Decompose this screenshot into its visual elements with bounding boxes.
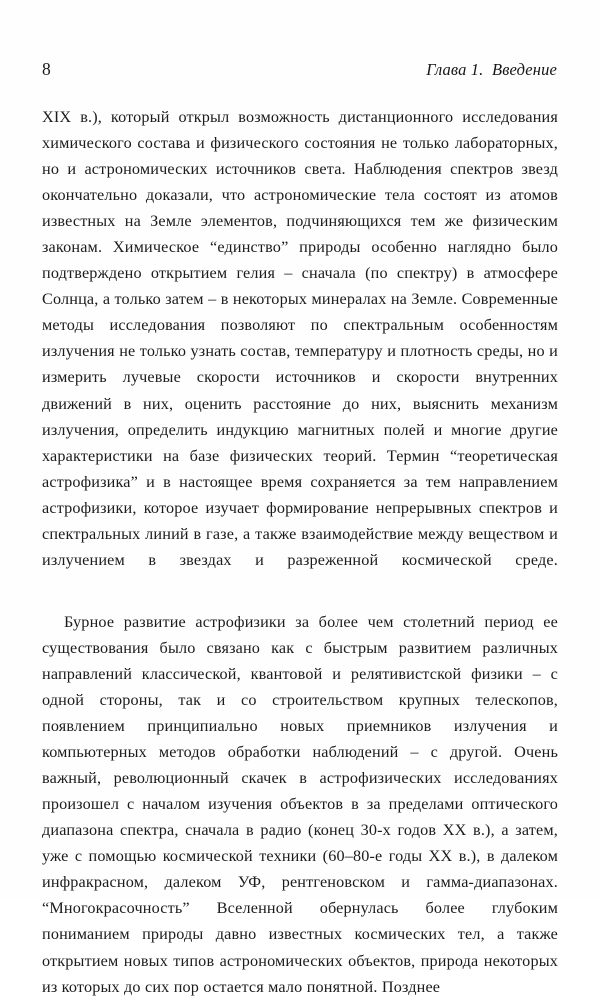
paragraph-1: XIX в.), который открыл возможность дистанционного исследования химического состава и физического состояния не только лабораторных, но и астрономических источников света. Наблюдения спектров звезд окончательно доказали, что астрономические тела состоят из атомов известных на Земле элементов, подчиняющихся тем же физическим законам. Химическое “единство” природы особенно наглядно было подтверждено открытием гелия – сначала (по спектру) в атмосфере Солнца, а только затем – в некоторых минералах на Земле. Современные методы исследования позволяют по спектральным особенностям излучения не только узнать состав, температуру и плотность среды, но и измерить лучевые скорости источников и скорости внутренних движений в них, оценить расстояние до них, выяснить механизм излучения, определить индукцию магнитных полей и многие другие характеристики на базе физических теорий. Термин “теоретическая астрофизика” и в настоящее время сохраняется за тем направлением астрофизики, которое изучает формирование непрерывных спектров и спектральных линий в газе, а также взаимодействие между веществом и излучением в звездах и разреженной космической среде. xyxy=(42,108,558,569)
page-number: 8 xyxy=(42,59,51,79)
chapter-running-title: Глава 1. Введение xyxy=(426,60,557,79)
body-text-block xyxy=(42,104,558,1000)
running-head xyxy=(42,57,557,81)
paragraph-2: Бурное развитие астрофизики за более чем столетний период ее существования было связано как с быстрым развитием различных направлений классической, квантовой и релятивистской физики – с одной стороны, так и со строительством крупных телескопов, появлением принципиально новых приемников излучения и компьютерных методов обработки наблюдений – с другой. Очень важный, революционный скачек в астрофизических исследованиях произошел с началом изучения объектов в за пределами оптического диапазона спектра, сначала в радио (конец 30-х годов XX в.), а затем, уже с помощью космической техники (60–80-е годы XX в.), в далеком инфракрасном, далеком УФ, рентгеновском и гамма-диапазонах. “Многокрасочность” Вселенной обернулась более глубоким пониманием природы давно известных космических тел, а также открытием новых типов астрономических объектов, природа некоторых из которых до сих пор остается мало понятной. Позднее xyxy=(42,612,558,996)
